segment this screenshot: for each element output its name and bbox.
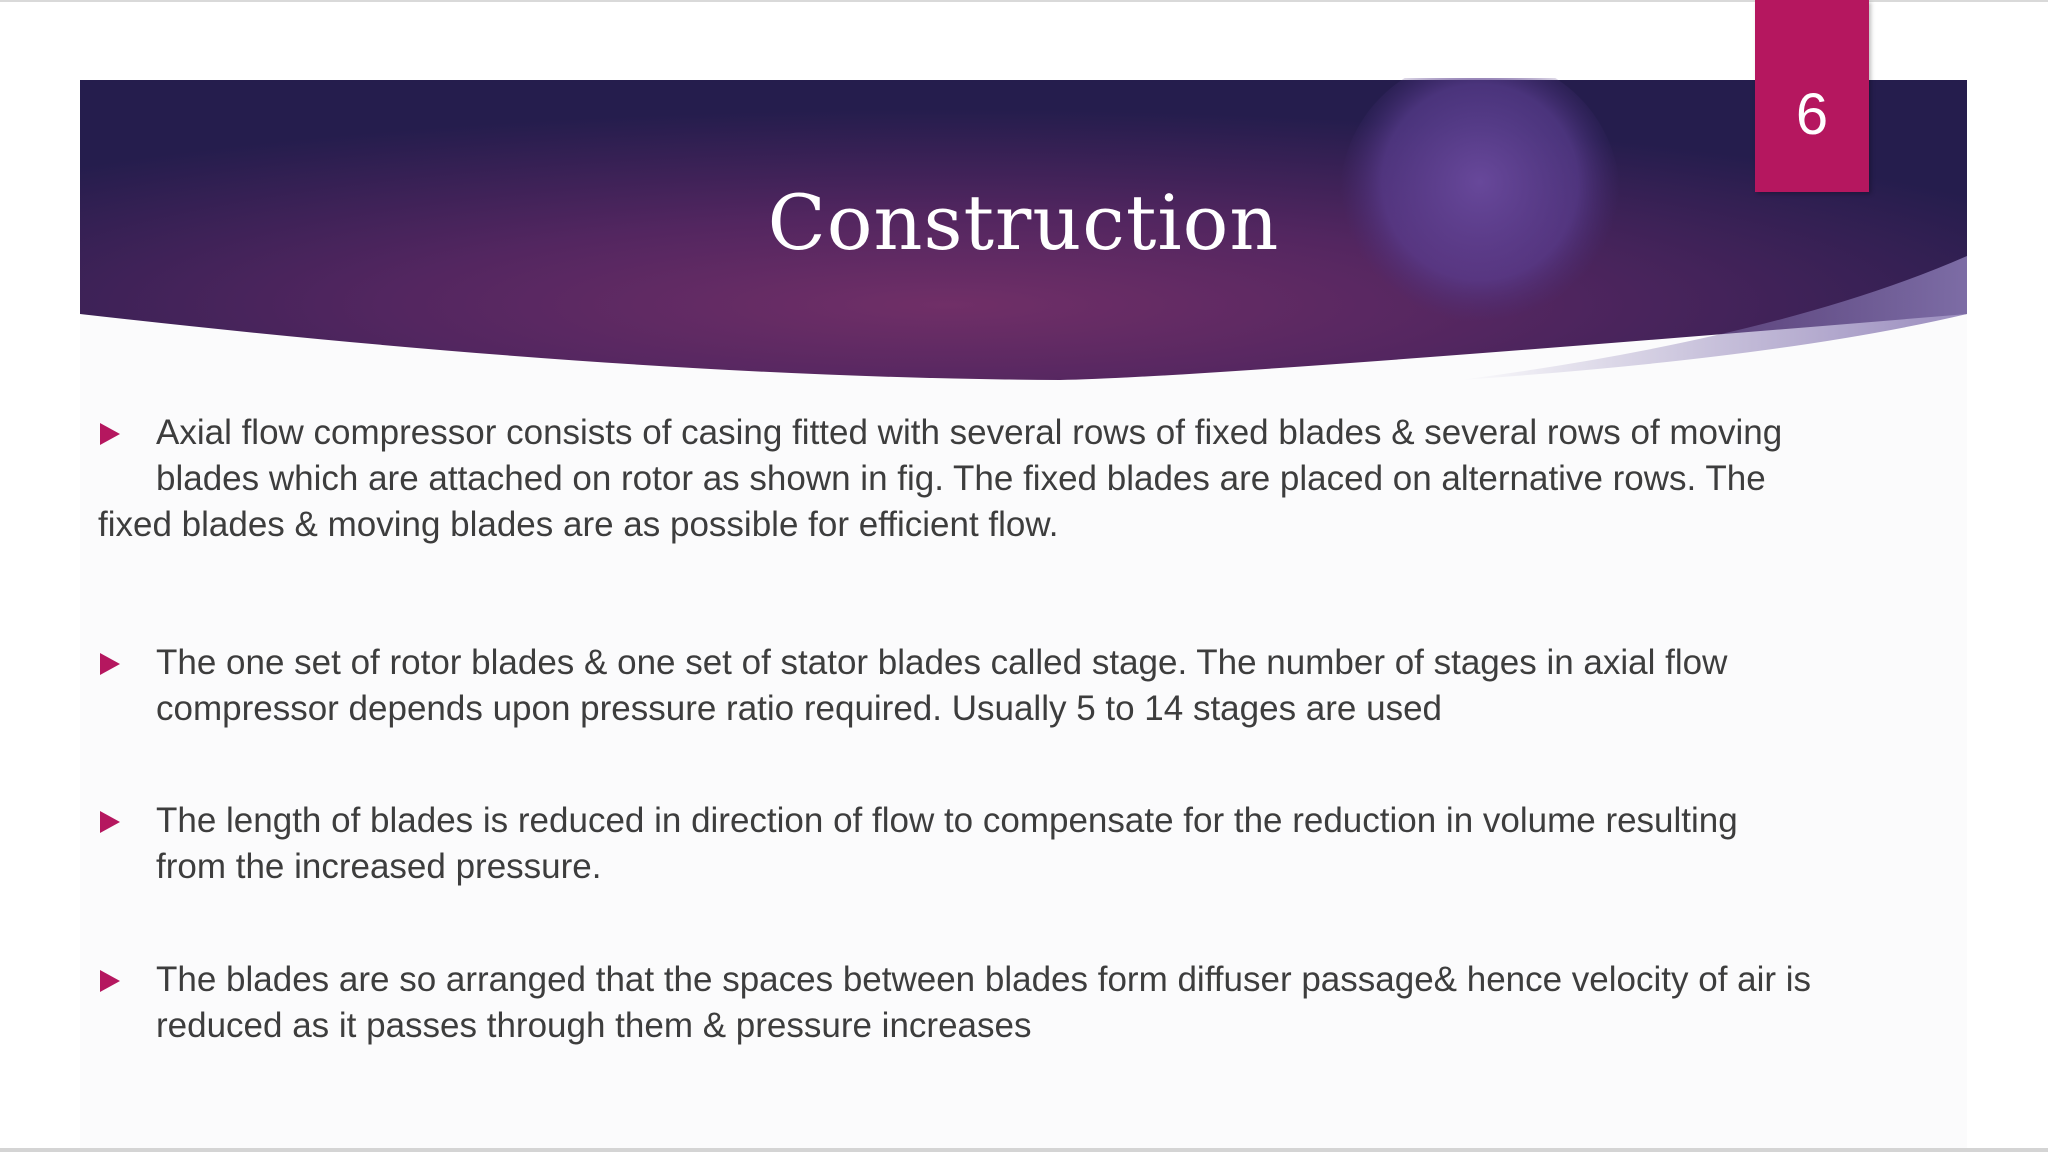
bullet-line: compressor depends upon pressure ratio required. Usually 5 to 14 stages are used [156,689,1443,728]
bullet-text [98,410,1958,548]
bullet-line: fixed blades & moving blades are as possible for efficient flow. [98,505,1059,544]
bullet-line: blades which are attached on rotor as shown in fig. The fixed blades are placed on alternative rows. The [156,459,1766,498]
bullet-line: The blades are so arranged that the spaces between blades form diffuser passage& hence velocity of air is [156,960,1812,999]
bottom-border [0,1148,2048,1152]
bullet-arrow-icon [100,423,120,445]
bullet-arrow-icon [100,653,120,675]
page-number-tab [1755,0,1869,192]
bullet-line: The one set of rotor blades & one set of stator blades called stage. The number of stages in axial flow [156,643,1728,682]
bullet-text [98,640,1958,732]
bullet-item [98,410,1958,548]
bullet-line: The length of blades is reduced in direction of flow to compensate for the reduction in volume resulting [156,801,1738,840]
bullet-item [98,798,1958,890]
top-border [0,0,2048,2]
page-number: 6 [1795,82,1829,147]
bullet-line: Axial flow compressor consists of casing fitted with several rows of fixed blades & several rows of moving [156,413,1783,452]
bullet-text [98,957,1958,1049]
bullet-line: reduced as it passes through them & pressure increases [156,1006,1032,1045]
slide-title: Construction [767,178,1280,267]
bullet-item [98,957,1958,1049]
bullet-item [98,640,1958,732]
bullet-text [98,798,1958,890]
bullet-line: from the increased pressure. [156,847,602,886]
bullet-arrow-icon [100,811,120,833]
bullet-arrow-icon [100,970,120,992]
